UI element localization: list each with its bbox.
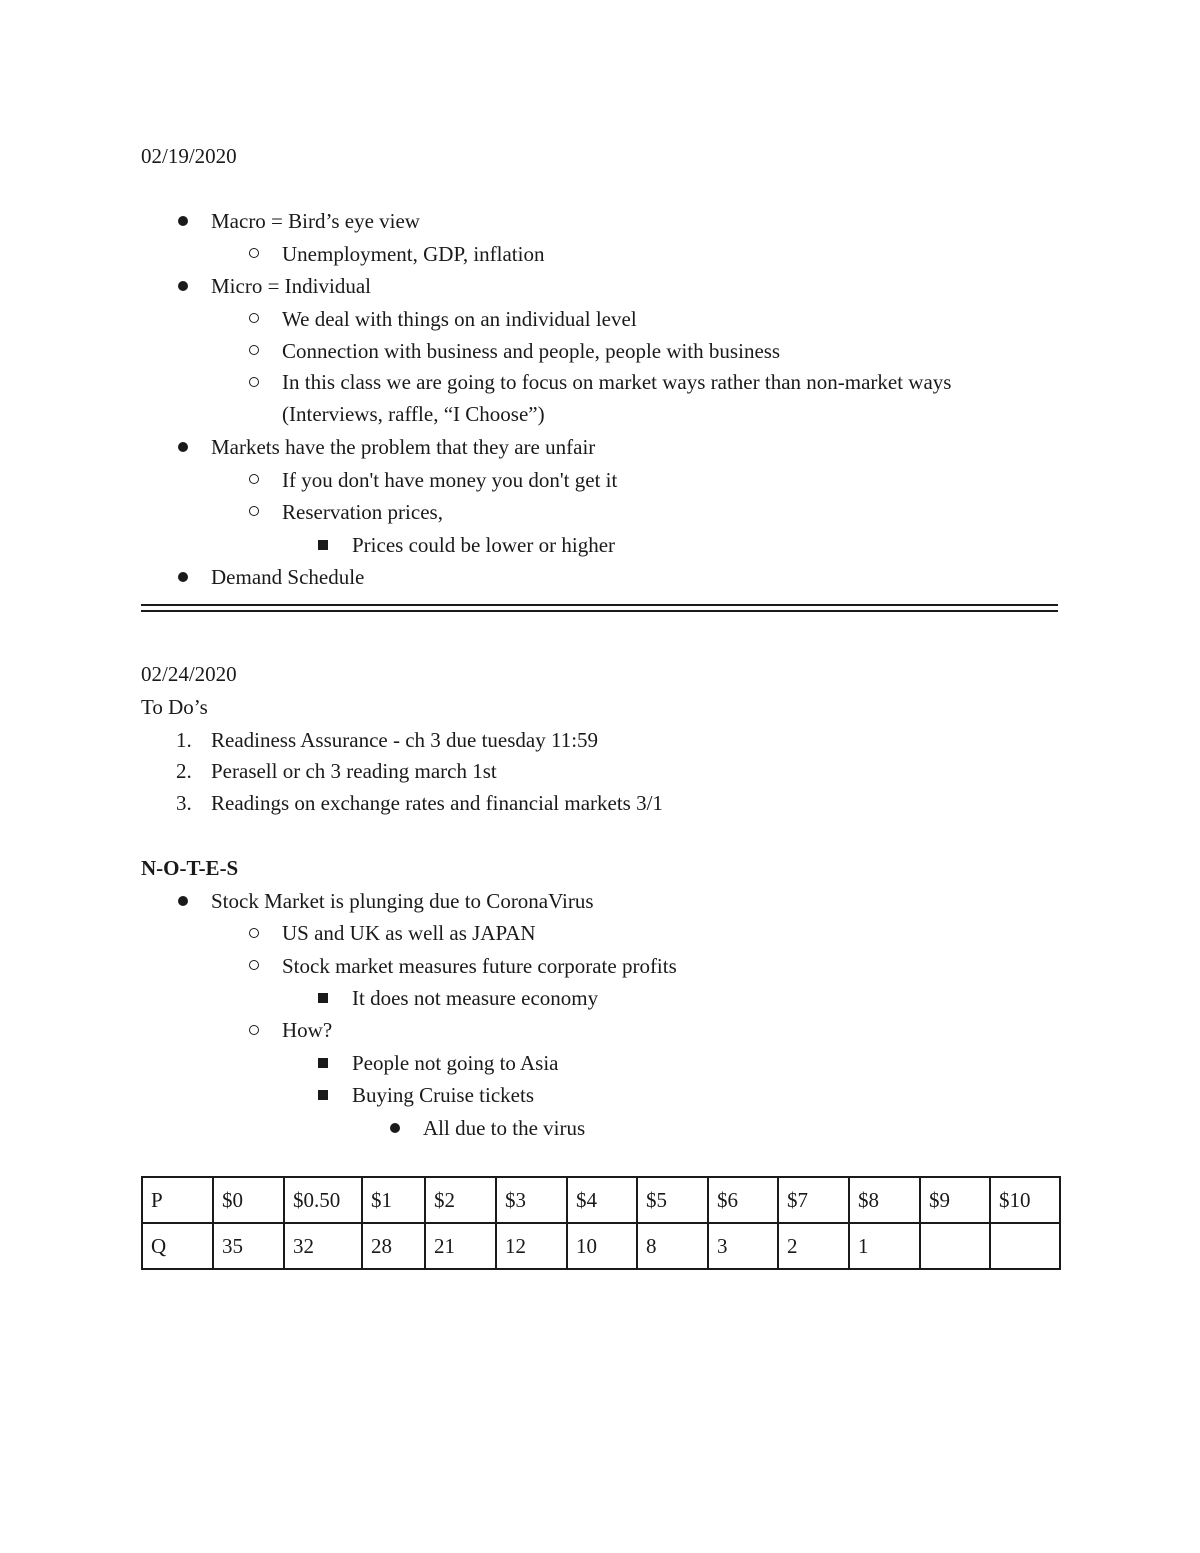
note-asia: People not going to Asia [352,1051,559,1075]
table-cell: $6 [708,1177,778,1223]
table-cell: Q [142,1223,213,1269]
bullet-circle-icon [249,248,259,258]
note-micro: Micro = Individual [211,274,371,298]
note-markets: Markets have the problem that they are unfair [211,435,596,459]
todo-heading: To Do’s [141,695,208,719]
bullet-circle-icon [249,928,259,938]
section-divider-top [141,604,1058,606]
bullet-square-icon [318,540,328,550]
table-cell: $3 [496,1177,567,1223]
note-cruise: Buying Cruise tickets [352,1083,534,1107]
table-cell: $8 [849,1177,920,1223]
bullet-circle-icon [249,960,259,970]
note-stock-market: Stock Market is plunging due to CoronaVirus [211,889,594,913]
table-cell [920,1223,990,1269]
bullet-circle-icon [249,377,259,387]
demand-schedule-table [141,1176,1061,1270]
bullet-circle-icon [249,345,259,355]
table-cell: 8 [637,1223,708,1269]
table-cell: $4 [567,1177,637,1223]
todo-number: 2. [176,759,192,783]
todo-item-1: Readiness Assurance - ch 3 due tuesday 11:59 [211,728,599,752]
todo-number: 1. [176,728,192,752]
bullet-circle-icon [249,474,259,484]
note-micro-detail-3-cont: (Interviews, raffle, “I Choose”) [282,402,545,426]
note-prices: Prices could be lower or higher [352,533,616,557]
table-row-price [142,1177,1060,1223]
note-macro-detail: Unemployment, GDP, inflation [282,242,545,266]
table-cell: 21 [425,1223,496,1269]
table-cell: 2 [778,1223,849,1269]
todo-number: 3. [176,791,192,815]
table-cell: 3 [708,1223,778,1269]
note-future-profits: Stock market measures future corporate profits [282,954,677,978]
bullet-circle-icon [249,1025,259,1035]
table-cell: 32 [284,1223,362,1269]
bullet-disc-icon [390,1123,400,1133]
note-macro: Macro = Bird’s eye view [211,209,420,233]
note-markets-detail-2: Reservation prices, [282,500,443,524]
note-countries: US and UK as well as JAPAN [282,921,536,945]
bullet-disc-icon [178,281,188,291]
table-cell: $5 [637,1177,708,1223]
bullet-circle-icon [249,506,259,516]
todo-item-2: Perasell or ch 3 reading march 1st [211,759,497,783]
todo-item-3: Readings on exchange rates and financial markets 3/1 [211,791,663,815]
table-cell: $7 [778,1177,849,1223]
table-cell: $2 [425,1177,496,1223]
note-micro-detail-3: In this class we are going to focus on market ways rather than non-market ways [282,370,952,394]
bullet-disc-icon [178,572,188,582]
table-cell: 12 [496,1223,567,1269]
table-cell: $0.50 [284,1177,362,1223]
note-micro-detail-2: Connection with business and people, people with business [282,339,781,363]
bullet-disc-icon [178,216,188,226]
bullet-square-icon [318,1058,328,1068]
table-cell: $0 [213,1177,284,1223]
section-divider-bottom [141,610,1058,612]
note-markets-detail-1: If you don't have money you don't get it [282,468,618,492]
note-virus: All due to the virus [423,1116,586,1140]
table-cell: $10 [990,1177,1060,1223]
bullet-circle-icon [249,313,259,323]
note-demand-schedule: Demand Schedule [211,565,365,589]
table-cell: 35 [213,1223,284,1269]
bullet-disc-icon [178,442,188,452]
note-not-economy: It does not measure economy [352,986,599,1010]
note-how: How? [282,1018,333,1042]
table-cell: 1 [849,1223,920,1269]
table-cell: 28 [362,1223,425,1269]
bullet-square-icon [318,1090,328,1100]
table-cell: 10 [567,1223,637,1269]
table-row-quantity [142,1223,1060,1269]
section1-date: 02/19/2020 [141,144,237,168]
section2-date: 02/24/2020 [141,662,237,686]
bullet-square-icon [318,993,328,1003]
note-micro-detail-1: We deal with things on an individual level [282,307,637,331]
table-cell: P [142,1177,213,1223]
notes-heading: N-O-T-E-S [141,856,239,880]
table-cell: $1 [362,1177,425,1223]
bullet-disc-icon [178,896,188,906]
table-cell: $9 [920,1177,990,1223]
table-cell [990,1223,1060,1269]
